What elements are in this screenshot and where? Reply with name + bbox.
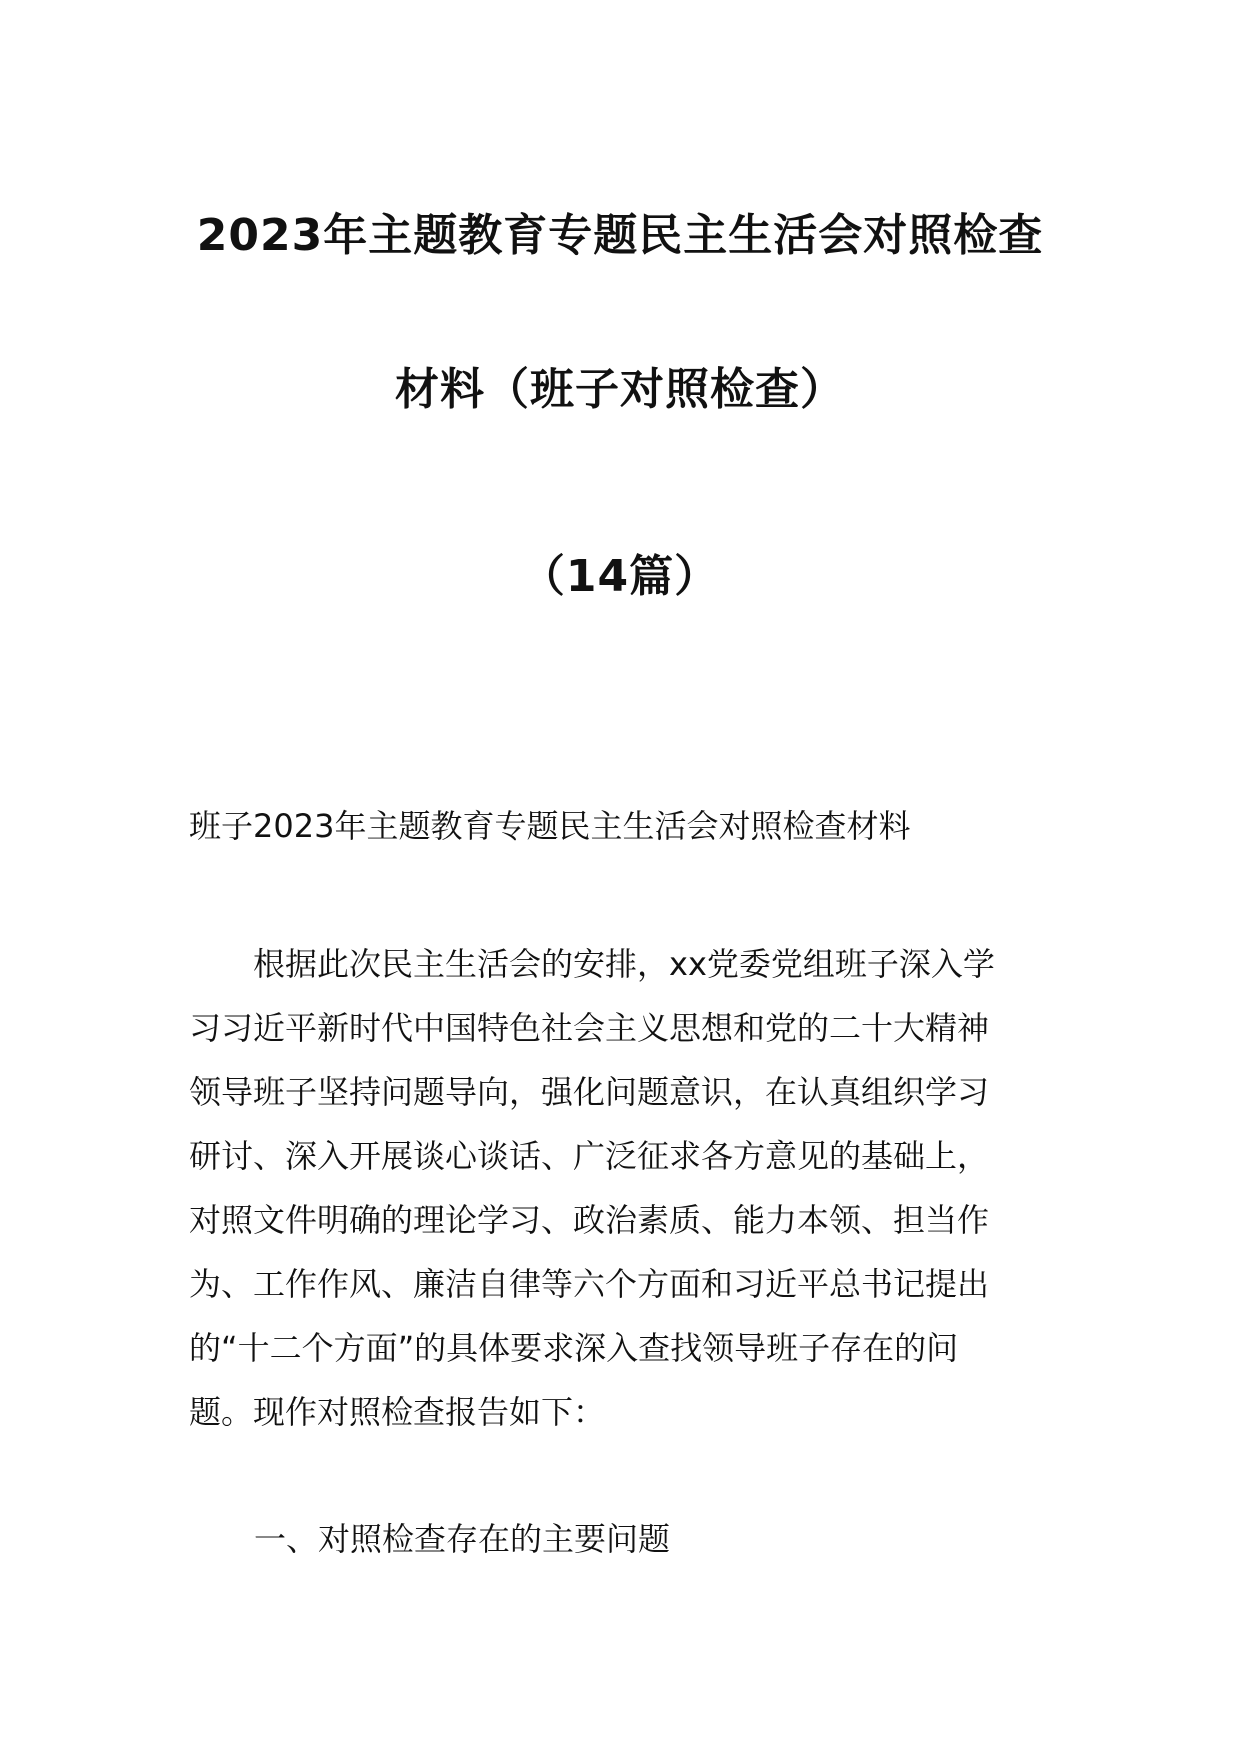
paragraph-line: 题。现作对照检查报告如下： — [189, 1393, 606, 1431]
paragraph-line: 领导班子坚持问题导向，强化问题意识，在认真组织学习 — [189, 1073, 990, 1111]
paragraph-line: 对照文件明确的理论学习、政治素质、能力本领、担当作 — [189, 1201, 990, 1239]
paragraph-line: 研讨、深入开展谈心谈话、广泛征求各方意见的基础上， — [189, 1137, 990, 1175]
paragraph-line: 习习近平新时代中国特色社会主义思想和党的二十大精神 — [189, 1009, 990, 1047]
body-paragraph — [189, 932, 1064, 1444]
document-subtitle: 班子2023年主题教育专题民主生活会对照检查材料 — [189, 807, 911, 845]
paragraph-line: 根据此次民主生活会的安排，xx党委党组班子深入学 — [189, 945, 995, 983]
paragraph-line: 的“十二个方面”的具体要求深入查找领导班子存在的问 — [189, 1329, 959, 1367]
document-title-line-1: 2023年主题教育专题民主生活会对照检查 — [196, 210, 1044, 261]
paragraph-line: 为、工作作风、廉洁自律等六个方面和习近平总书记提出 — [189, 1265, 990, 1303]
section-heading: 一、对照检查存在的主要问题 — [254, 1520, 671, 1558]
document-title-count: （14篇） — [520, 551, 720, 602]
document-title-line-2: 材料（班子对照检查） — [395, 364, 845, 415]
